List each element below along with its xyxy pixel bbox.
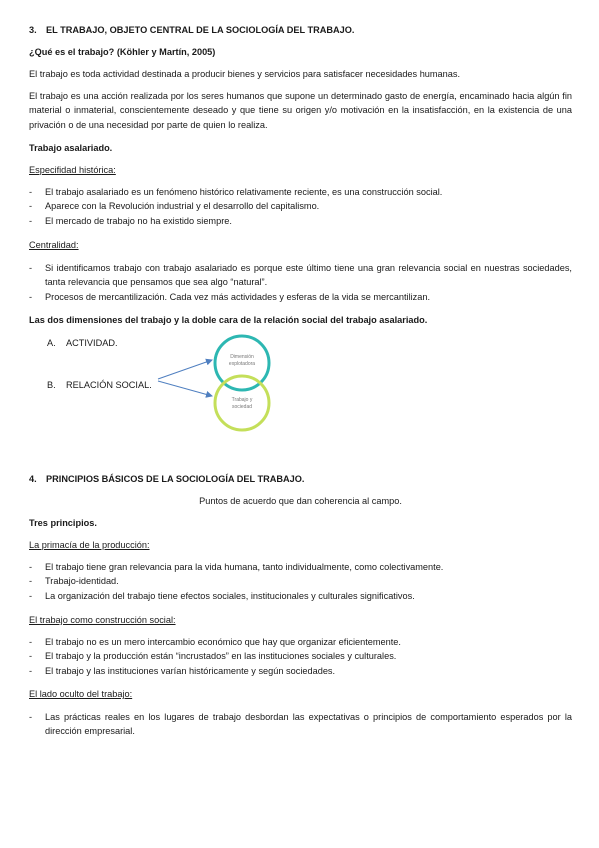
bottom-circle-label: Trabajo y sociedad	[231, 397, 253, 410]
bullet-dash: -	[29, 263, 33, 273]
section-4-heading	[29, 472, 572, 486]
section-4-number: 4.	[29, 474, 37, 484]
bullet-dash: -	[29, 562, 33, 572]
salaried-work-heading: Trabajo asalariado.	[29, 143, 113, 153]
historic-specificity-heading: Especifidad histórica:	[29, 165, 116, 175]
bullet-dash: -	[29, 651, 33, 662]
construction-heading: El trabajo como construcción social:	[29, 615, 176, 625]
list-item-text: El trabajo y la producción están “incrustados” en las instituciones sociales y culturales.	[45, 651, 397, 662]
bullet-dash: -	[29, 215, 33, 226]
dimension-a-letter: A.	[47, 338, 56, 348]
centrality-heading: Centralidad:	[29, 240, 79, 250]
section-3-title: EL TRABAJO, OBJETO CENTRAL DE LA SOCIOLOGÍA DEL TRABAJO.	[46, 25, 355, 35]
bullet-dash: -	[29, 576, 33, 587]
section-4-title: PRINCIPIOS BÁSICOS DE LA SOCIOLOGÍA DEL TRABAJO.	[46, 474, 305, 484]
three-principles-heading: Tres principios.	[29, 518, 97, 528]
arrow-to-bottom-circle	[158, 381, 212, 396]
list-item-text: Si identificamos trabajo con trabajo asalariado es porque este último tiene una gran relevancia social en nuestras sociedades, tanta relevancia que pensamos que sea algo “natural”.	[45, 263, 572, 288]
definition-paragraph-1: El trabajo es toda actividad destinada a producir bienes y servicios para satisfacer necesidades humanas.	[29, 69, 461, 79]
top-circle-label: Dimensión explotadora	[228, 354, 256, 367]
list-item-text: El trabajo tiene gran relevancia para la vida humana, tanto individualmente, como colectivamente.	[45, 562, 444, 572]
section-3-number: 3.	[29, 25, 37, 35]
section-4-subtitle: Puntos de acuerdo que dan coherencia al campo.	[199, 496, 402, 506]
bullet-dash: -	[29, 712, 33, 722]
list-item-text: La organización del trabajo tiene efectos sociales, institucionales y culturales significativos.	[45, 590, 415, 601]
arrow-to-top-circle	[158, 360, 212, 379]
dimensions-heading: Las dos dimensiones del trabajo y la doble cara de la relación social del trabajo asalariado.	[29, 315, 428, 325]
hidden-side-heading: El lado oculto del trabajo:	[29, 689, 133, 699]
list-item	[29, 649, 572, 663]
bullet-dash: -	[29, 201, 33, 212]
list-item-text: El trabajo y las instituciones varían históricamente y según sociedades.	[45, 665, 336, 676]
bullet-dash: -	[29, 187, 33, 197]
dimension-a-label: ACTIVIDAD.	[66, 338, 118, 348]
bullet-dash: -	[29, 665, 33, 676]
list-item-text: El trabajo no es un mero intercambio económico que hay que organizar eficientemente.	[45, 637, 401, 647]
list-item-text: Las prácticas reales en los lugares de trabajo desbordan las expectativas o principios de comportamiento esperados por la dirección empresarial.	[45, 712, 572, 737]
production-list	[29, 560, 572, 603]
production-heading: La primacía de la producción:	[29, 540, 150, 550]
list-item	[29, 589, 572, 603]
bullet-dash: -	[29, 291, 33, 302]
bullet-dash: -	[29, 637, 33, 647]
list-item-text: El trabajo asalariado es un fenómeno histórico relativamente reciente, es una construcción social.	[45, 187, 443, 197]
construction-list	[29, 635, 572, 678]
hidden-side-list	[29, 710, 572, 739]
bullet-dash: -	[29, 590, 33, 601]
question-heading: ¿Qué es el trabajo? (Köhler y Martín, 2005)	[29, 47, 216, 57]
list-item-text: El mercado de trabajo no ha existido siempre.	[45, 215, 232, 226]
definition-paragraph-2: El trabajo es una acción realizada por los seres humanos que supone un determinado gasto de energía, encaminado hacia algún fin material o inmaterial, conscientemente deseado y que tiene su origen y/o motivación en la insatisfacción, en la existencia de una privación o de una necesidad por parte de quien lo realiza.	[29, 91, 572, 130]
dimension-b-letter: B.	[47, 380, 56, 390]
list-item	[29, 664, 572, 678]
list-item	[29, 710, 572, 739]
list-item-text: Procesos de mercantilización. Cada vez más actividades y esferas de la vida se mercantilizan.	[45, 291, 431, 302]
list-item-text: Trabajo-identidad.	[45, 576, 119, 587]
dimension-b-label: RELACIÓN SOCIAL.	[66, 380, 152, 390]
list-item	[29, 560, 572, 574]
list-item	[29, 635, 572, 649]
list-item	[29, 574, 572, 588]
list-item-text: Aparece con la Revolución industrial y el desarrollo del capitalismo.	[45, 201, 320, 212]
